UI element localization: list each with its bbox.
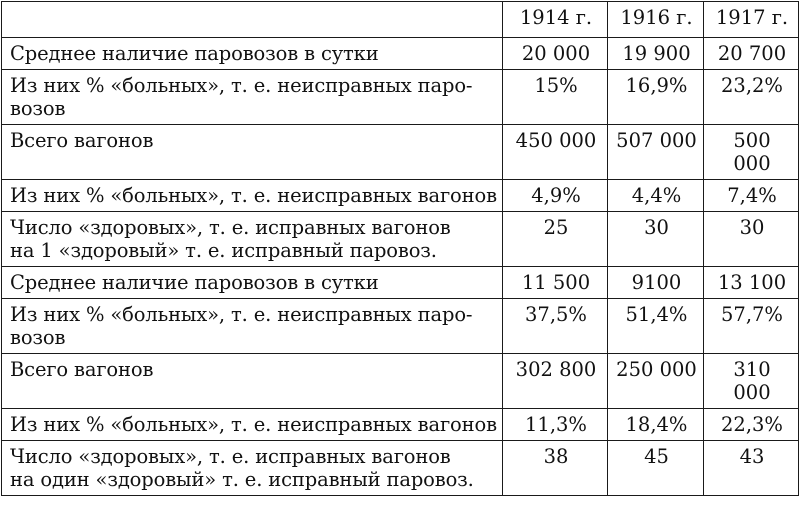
value-cell: 11,3% <box>503 409 608 441</box>
value-cell: 7,4% <box>704 180 799 212</box>
value-cell: 500 000 <box>704 125 799 180</box>
table-row <box>2 441 799 496</box>
row-label-line: возов <box>10 97 66 120</box>
value-cell: 19 900 <box>608 38 704 70</box>
row-label-line: Всего вагонов <box>10 358 154 381</box>
row-label <box>2 409 503 441</box>
value-cell: 20 000 <box>503 38 608 70</box>
row-label-line: Из них % «больных», т. е. неисправных вагонов <box>10 184 497 207</box>
value-cell: 22,3% <box>704 409 799 441</box>
table-body <box>2 38 799 496</box>
table-row <box>2 267 799 299</box>
value-cell: 25 <box>503 212 608 267</box>
value-cell: 11 500 <box>503 267 608 299</box>
table-row <box>2 354 799 409</box>
value-cell: 4,4% <box>608 180 704 212</box>
value-cell: 250 000 <box>608 354 704 409</box>
value-cell: 30 <box>704 212 799 267</box>
value-cell: 37,5% <box>503 299 608 354</box>
value-cell: 43 <box>704 441 799 496</box>
row-label <box>2 267 503 299</box>
row-label-line: Из них % «больных», т. е. неисправных паро- <box>10 74 473 97</box>
row-label-line: Число «здоровых», т. е. исправных вагонов <box>10 445 451 468</box>
table-row <box>2 212 799 267</box>
row-label <box>2 441 503 496</box>
row-label-line: Из них % «больных», т. е. неисправных паро- <box>10 303 473 326</box>
value-cell: 20 700 <box>704 38 799 70</box>
header-cell-year: 1914 г. <box>503 2 608 38</box>
row-label <box>2 38 503 70</box>
value-cell: 450 000 <box>503 125 608 180</box>
header-cell-year: 1916 г. <box>608 2 704 38</box>
row-label <box>2 212 503 267</box>
value-cell: 51,4% <box>608 299 704 354</box>
table-row <box>2 409 799 441</box>
row-label <box>2 70 503 125</box>
value-cell: 9100 <box>608 267 704 299</box>
row-label <box>2 125 503 180</box>
row-label-line: Среднее наличие паровозов в сутки <box>10 271 379 294</box>
value-cell: 23,2% <box>704 70 799 125</box>
value-cell: 30 <box>608 212 704 267</box>
table-row <box>2 299 799 354</box>
row-label <box>2 354 503 409</box>
row-label <box>2 299 503 354</box>
table-row <box>2 70 799 125</box>
value-cell: 4,9% <box>503 180 608 212</box>
value-cell: 13 100 <box>704 267 799 299</box>
value-cell: 45 <box>608 441 704 496</box>
statistics-table <box>1 1 799 496</box>
value-cell: 18,4% <box>608 409 704 441</box>
row-label-line: Среднее наличие паровозов в сутки <box>10 42 379 65</box>
row-label-line: возов <box>10 326 66 349</box>
value-cell: 16,9% <box>608 70 704 125</box>
header-row <box>2 2 799 38</box>
value-cell: 302 800 <box>503 354 608 409</box>
row-label-line: Всего вагонов <box>10 129 154 152</box>
table-row <box>2 180 799 212</box>
value-cell: 507 000 <box>608 125 704 180</box>
row-label-line: на один «здоровый» т. е. исправный паровоз. <box>10 468 474 491</box>
value-cell: 310 000 <box>704 354 799 409</box>
row-label <box>2 180 503 212</box>
header-cell-empty <box>2 2 503 38</box>
row-label-line: Число «здоровых», т. е. исправных вагонов <box>10 216 451 239</box>
value-cell: 15% <box>503 70 608 125</box>
table-row <box>2 125 799 180</box>
table-row <box>2 38 799 70</box>
row-label-line: Из них % «больных», т. е. неисправных вагонов <box>10 413 497 436</box>
value-cell: 57,7% <box>704 299 799 354</box>
header-cell-year: 1917 г. <box>704 2 799 38</box>
value-cell: 38 <box>503 441 608 496</box>
row-label-line: на 1 «здоровый» т. е. исправный паровоз. <box>10 239 437 262</box>
